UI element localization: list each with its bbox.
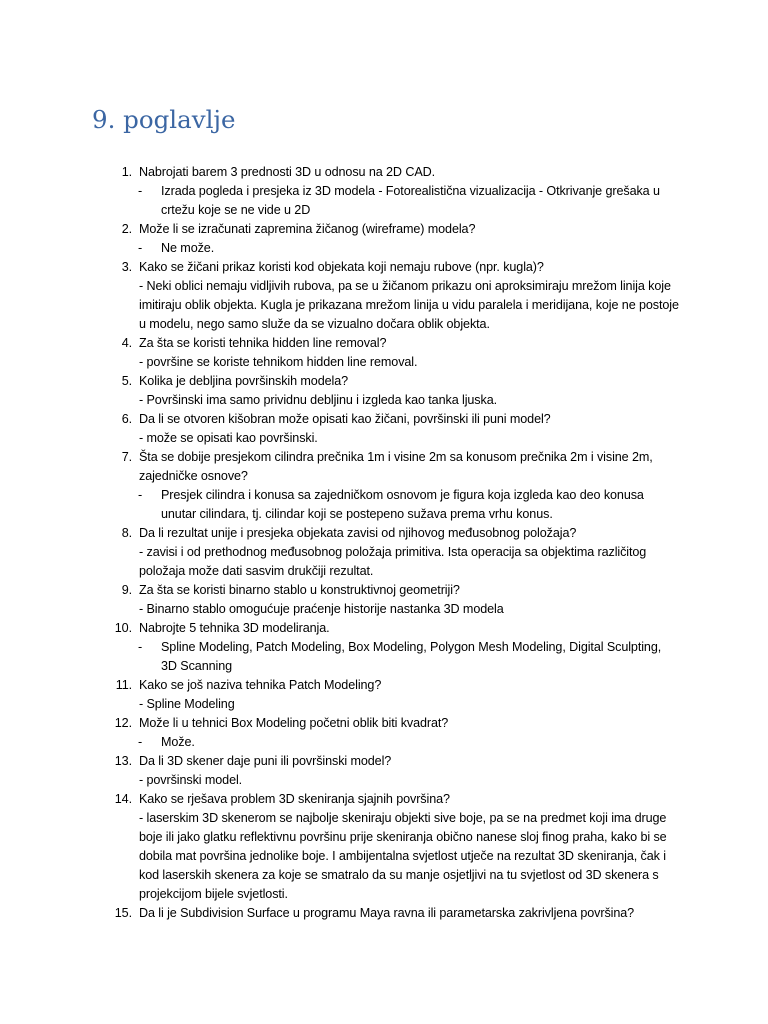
question-text: Da li rezultat unije i presjeka objekata zavisi od njihovog međusobnog položaja? <box>139 526 577 540</box>
question-row <box>0 334 768 353</box>
answer-text: - zavisi i od prethodnog međusobnog položaja primitiva. Ista operacija sa objektima različitog položaja može dati sasvim drukčiji rezultat. <box>139 545 647 578</box>
answer-text: - površinski model. <box>139 773 243 787</box>
question-number: 12. <box>114 716 132 730</box>
question-item <box>0 752 768 790</box>
question-text: Nabrojte 5 tehnika 3D modeliranja. <box>139 621 330 635</box>
question-number: 13. <box>114 754 132 768</box>
question-item <box>0 619 768 676</box>
answer-dash: - <box>138 640 143 654</box>
question-number: 15. <box>114 906 132 920</box>
question-row <box>0 676 768 695</box>
question-number: 3. <box>121 260 132 274</box>
answer-row <box>0 486 768 524</box>
question-number: 5. <box>121 374 132 388</box>
question-number: 8. <box>121 526 132 540</box>
question-item <box>0 676 768 714</box>
answer-row <box>0 733 768 752</box>
answer-text: Može. <box>161 735 195 749</box>
question-text: Kako se još naziva tehnika Patch Modeling? <box>139 678 382 692</box>
question-number: 14. <box>114 792 132 806</box>
question-row <box>0 410 768 429</box>
question-item <box>0 258 768 334</box>
answer-text: Ne može. <box>161 241 215 255</box>
question-number: 1. <box>121 165 132 179</box>
question-number: 2. <box>121 222 132 236</box>
answer-text: - površine se koriste tehnikom hidden line removal. <box>139 355 418 369</box>
question-text: Kako se žičani prikaz koristi kod objekata koji nemaju rubove (npr. kugla)? <box>139 260 544 274</box>
answer-row <box>0 638 768 676</box>
question-text: Može li se izračunati zapremina žičanog (wireframe) modela? <box>139 222 476 236</box>
answer-row <box>0 182 768 220</box>
question-row <box>0 752 768 771</box>
question-item <box>0 334 768 372</box>
answer-text: - Neki oblici nemaju vidljivih rubova, pa se u žičanom prikazu oni aproksimiraju mrežom linija koje imitiraju oblik objekta. Kugla je prikazana mrežom linija u vidu paralela i meridijana, koje ne postoje u modelu, nego samo služe da se vizualno dočara oblik objekta. <box>139 279 679 331</box>
question-row <box>0 258 768 277</box>
question-number: 7. <box>121 450 132 464</box>
question-row <box>0 448 768 486</box>
question-text: Kako se rješava problem 3D skeniranja sjajnih površina? <box>139 792 450 806</box>
answer-dash: - <box>138 488 143 502</box>
question-text: Može li u tehnici Box Modeling početni oblik biti kvadrat? <box>139 716 449 730</box>
question-text: Šta se dobije presjekom cilindra prečnika 1m i visine 2m sa konusom prečnika 2m i visine 2m, zajedničke osnove? <box>139 450 653 483</box>
question-text: Nabrojati barem 3 prednosti 3D u odnosu na 2D CAD. <box>139 165 436 179</box>
question-number: 6. <box>121 412 132 426</box>
answer-text: - Površinski ima samo prividnu debljinu i izgleda kao tanka ljuska. <box>139 393 497 407</box>
question-text: Da li 3D skener daje puni ili površinski model? <box>139 754 392 768</box>
answer-text: - Binarno stablo omogućuje praćenje historije nastanka 3D modela <box>139 602 504 616</box>
question-item <box>0 448 768 524</box>
question-text: Za šta se koristi binarno stablo u konstruktivnoj geometriji? <box>139 583 460 597</box>
question-item <box>0 714 768 752</box>
question-item <box>0 220 768 258</box>
question-text: Da li je Subdivision Surface u programu Maya ravna ili parametarska zakrivljena površina? <box>139 906 635 920</box>
question-text: Kolika je debljina površinskih modela? <box>139 374 349 388</box>
question-item <box>0 524 768 581</box>
answer-text: - Spline Modeling <box>139 697 235 711</box>
answer-text: Izrada pogleda i presjeka iz 3D modela - Fotorealistična vizualizacija - Otkrivanje grešaka u crtežu koje se ne vide u 2D <box>161 184 660 217</box>
question-item <box>0 410 768 448</box>
chapter-heading: 9. poglavlje <box>92 105 236 134</box>
question-row <box>0 714 768 733</box>
question-row <box>0 790 768 809</box>
answer-row <box>0 239 768 258</box>
answer-text: Presjek cilindra i konusa sa zajedničkom osnovom je figura koja izgleda kao deo konusa unutar cilindara, tj. cilindar koji se postepeno sužava prema vrhu konus. <box>161 488 644 521</box>
question-item <box>0 904 768 923</box>
question-text: Za šta se koristi tehnika hidden line removal? <box>139 336 387 350</box>
answer-text: - laserskim 3D skenerom se najbolje skeniraju objekti sive boje, pa se na predmet koji ima druge boje ili jako glatku reflektivnu površinu prije skeniranja obično nanese sloj finog praha, kako bi se dobila mat površina jednolike boje. I ambijentalna svjetlost utječe na rezultat 3D skeniranja, čak i kod laserskih skenera za koje se smatralo da su manje osjetljivi na tu svjetlost od 3D skenera s projekcijom bijele svjetlosti. <box>139 811 667 901</box>
question-item <box>0 790 768 904</box>
question-list <box>0 163 768 923</box>
answer-text: Spline Modeling, Patch Modeling, Box Modeling, Polygon Mesh Modeling, Digital Sculpting, 3D Scanning <box>161 640 662 673</box>
question-row <box>0 524 768 543</box>
question-number: 10. <box>114 621 132 635</box>
answer-dash: - <box>138 184 143 198</box>
answer-dash: - <box>138 735 143 749</box>
question-row <box>0 619 768 638</box>
question-row <box>0 220 768 239</box>
question-text: Da li se otvoren kišobran može opisati kao žičani, površinski ili puni model? <box>139 412 551 426</box>
question-row <box>0 904 768 923</box>
question-number: 11. <box>115 678 132 692</box>
question-number: 4. <box>121 336 132 350</box>
question-row <box>0 372 768 391</box>
question-row <box>0 163 768 182</box>
question-item <box>0 581 768 619</box>
question-row <box>0 581 768 600</box>
question-number: 9. <box>121 583 132 597</box>
answer-text: - može se opisati kao površinski. <box>139 431 318 445</box>
question-item <box>0 163 768 220</box>
question-item <box>0 372 768 410</box>
answer-dash: - <box>138 241 143 255</box>
